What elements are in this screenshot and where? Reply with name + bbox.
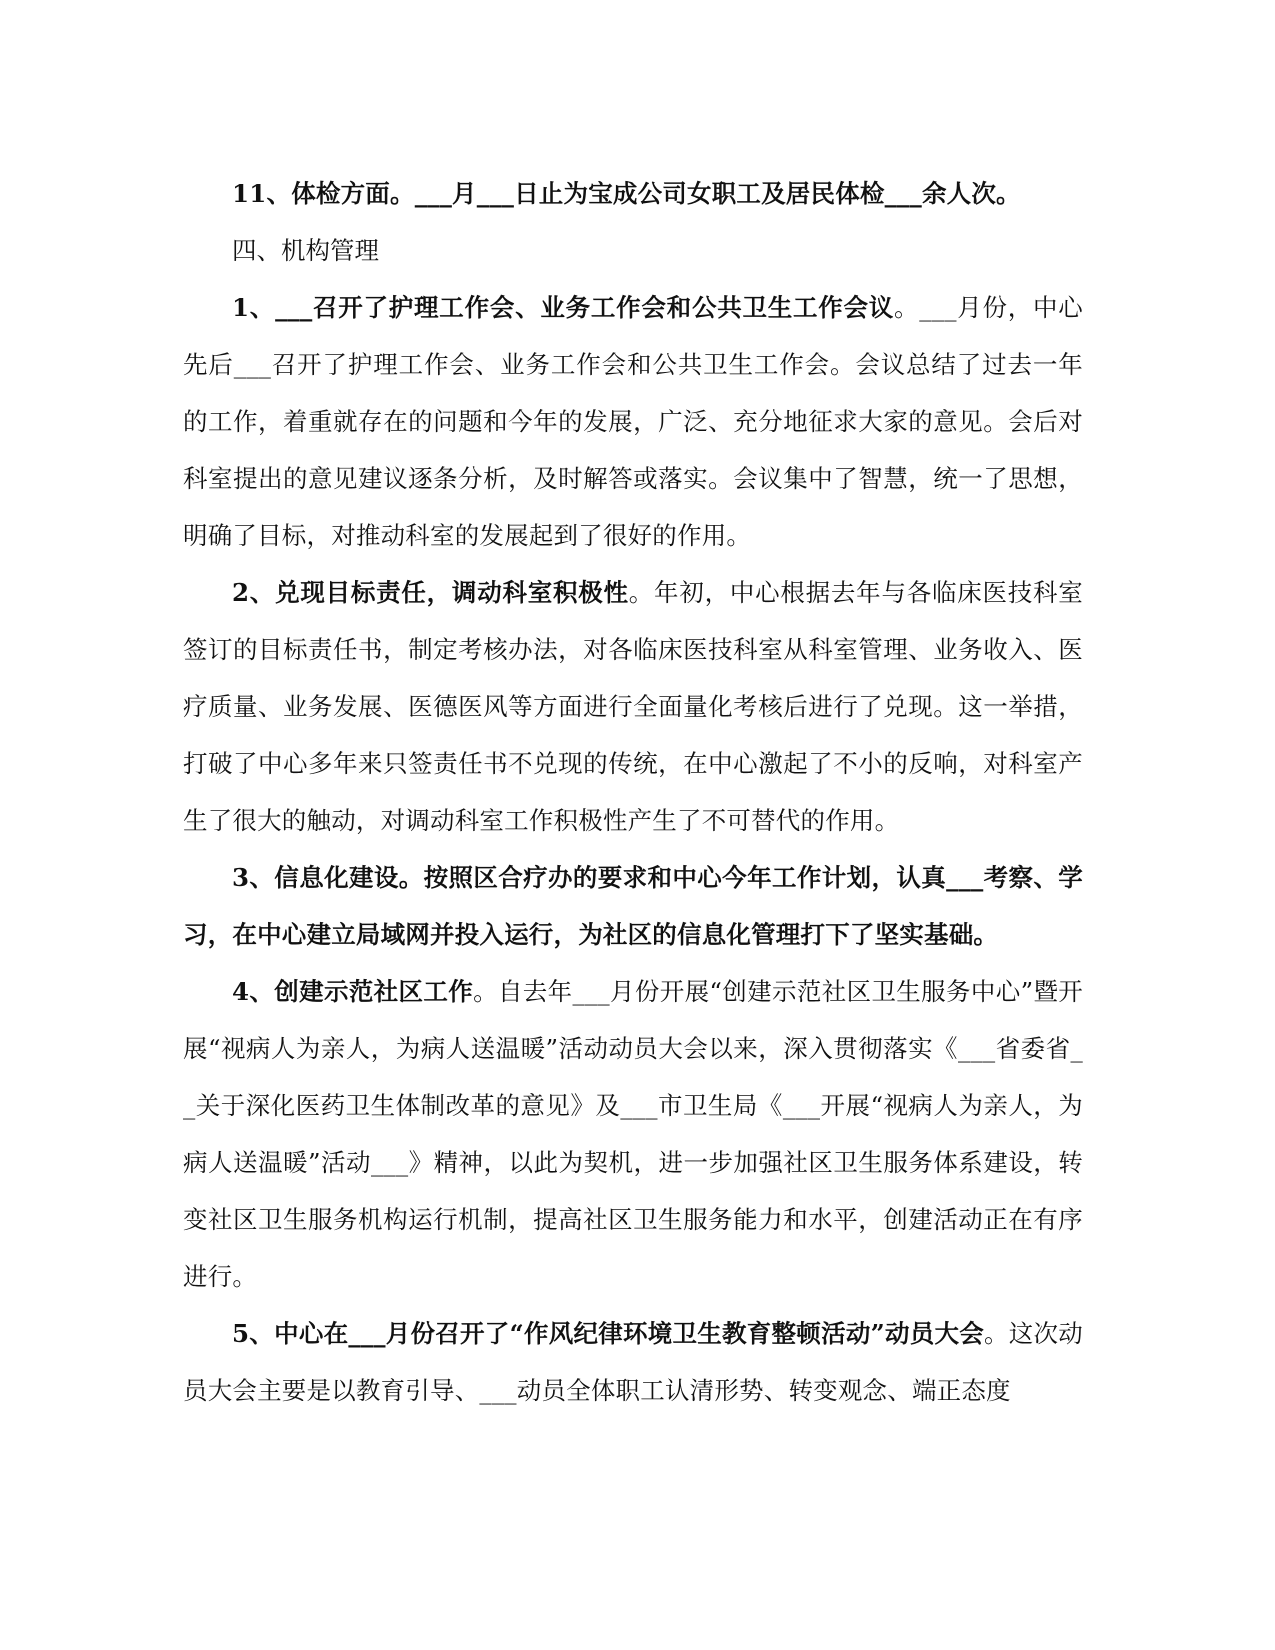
paragraph-mobilization-meeting — [183, 1305, 1083, 1419]
paragraph-lead: 2、兑现目标责任，调动科室积极性 — [232, 578, 629, 607]
section-heading-text: 四、机构管理 — [232, 236, 379, 265]
paragraph-lead: 4、创建示范社区工作 — [232, 977, 474, 1006]
paragraph-body: 。___月份，中心先后___召开了护理工作会、业务工作会和公共卫生工作会。会议总结了过去一年的工作，着重就存在的问题和今年的发展，广泛、充分地征求大家的意见。会后对科室提出的意见建议逐条分析，及时解答或落实。会议集中了智慧，统一了思想，明确了目标，对推动科室的发展起到了很好的作用。 — [183, 293, 1083, 550]
section-heading-institution-management — [183, 222, 1083, 279]
paragraph-meetings — [183, 279, 1083, 564]
paragraph-body: 。这次动员大会主要是以教育引导、___动员全体职工认清形势、转变观念、端正态度 — [183, 1319, 1083, 1405]
paragraph-body: 。年初，中心根据去年与各临床医技科室签订的目标责任书，制定考核办法，对各临床医技科室从科室管理、业务收入、医疗质量、业务发展、医德医风等方面进行全面量化考核后进行了兑现。这一举措，打破了中心多年来只签责任书不兑现的传统，在中心激起了不小的反响，对科室产生了很大的触动，对调动科室工作积极性产生了不可替代的作用。 — [183, 578, 1083, 835]
paragraph-lead: 5、中心在___月份召开了“作风纪律环境卫生教育整顿活动”动员大会 — [232, 1319, 984, 1348]
paragraph-physical-exam — [183, 165, 1083, 222]
paragraph-lead: 11、体检方面。___月___日止为宝成公司女职工及居民体检___余人次。 — [232, 179, 1021, 208]
paragraph-body: 。自去年___月份开展“创建示范社区卫生服务中心”暨开展“视病人为亲人，为病人送温暖”活动动员大会以来，深入贯彻落实《___省委省__关于深化医药卫生体制改革的意见》及___市卫生局《___开展“视病人为亲人，为病人送温暖”活动___》精神，以此为契机，进一步加强社区卫生服务体系建设，转变社区卫生服务机构运行机制，提高社区卫生服务能力和水平，创建活动正在有序进行。 — [183, 977, 1083, 1291]
paragraph-lead: 1、___召开了护理工作会、业务工作会和公共卫生工作会议 — [232, 293, 895, 322]
paragraph-target-responsibility — [183, 564, 1083, 849]
paragraph-lead: 3、信息化建设。按照区合疗办的要求和中心今年工作计划，认真___考察、学习，在中心建立局域网并投入运行，为社区的信息化管理打下了坚实基础。 — [183, 863, 1083, 949]
paragraph-informatization — [183, 849, 1083, 963]
document-body — [183, 165, 1083, 1419]
paragraph-model-community — [183, 963, 1083, 1305]
